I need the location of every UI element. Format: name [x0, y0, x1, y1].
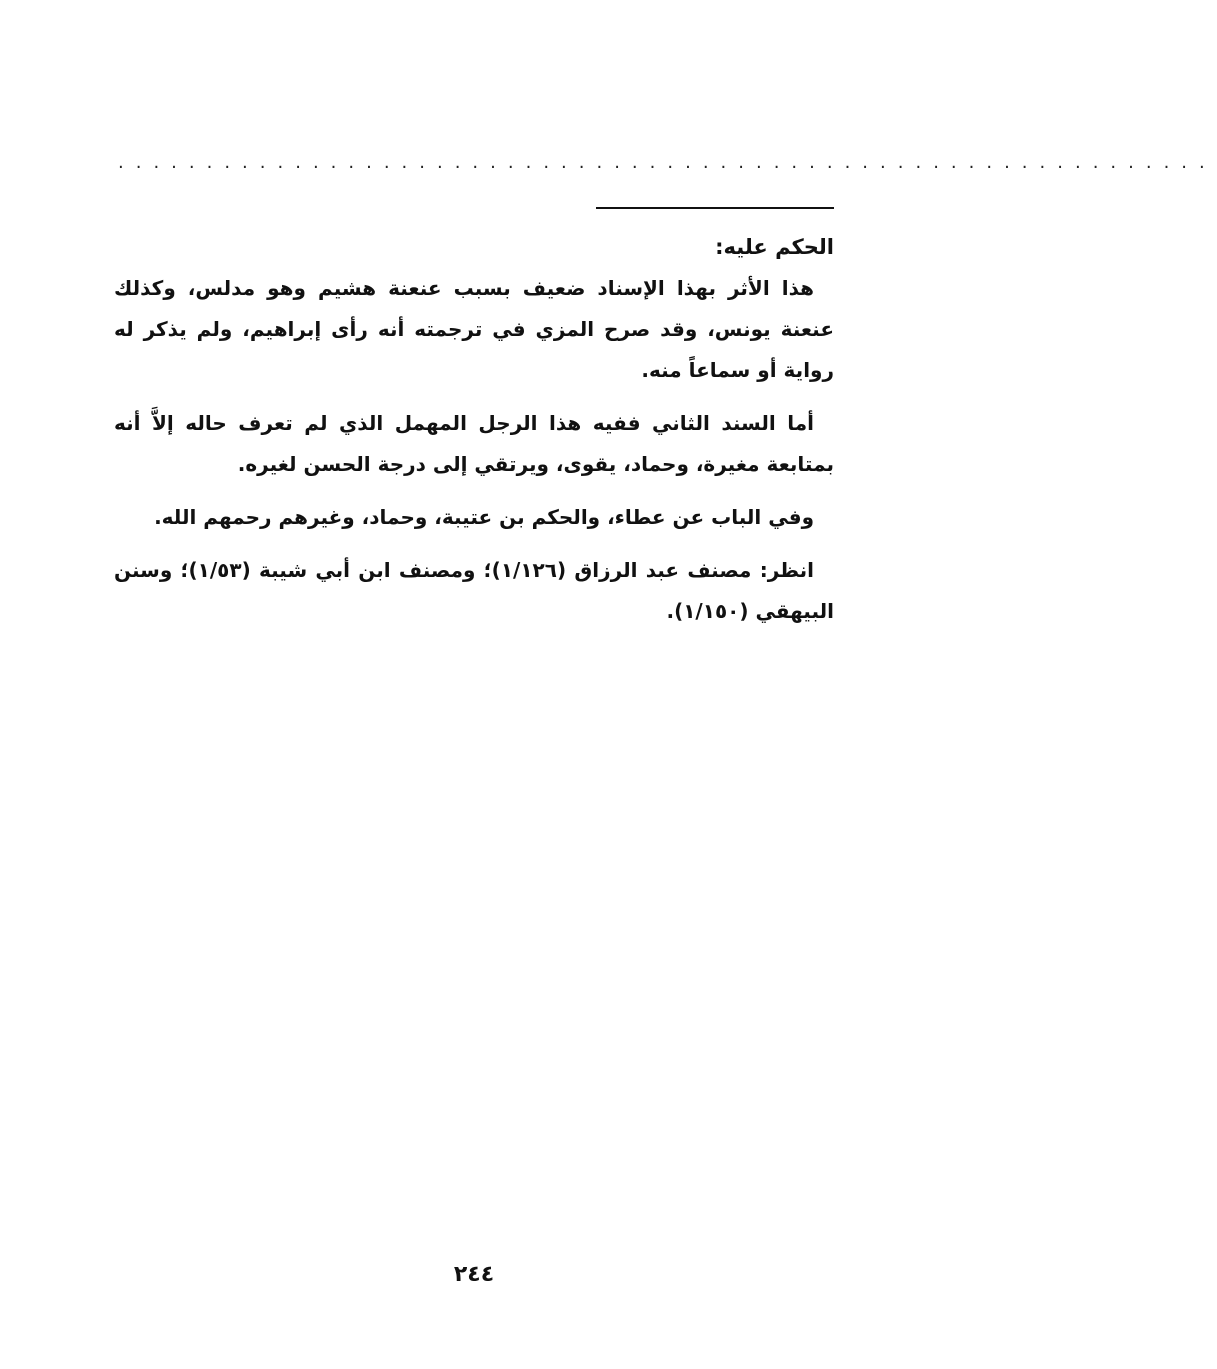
references-paragraph: انظر: مصنف عبد الرزاق (١/١٢٦)؛ ومصنف ابن أبي شيبة (١/٥٣)؛ وسنن البيهقي (١/١٥٠).	[114, 558, 834, 623]
main-text	[114, 232, 834, 644]
short-separator-line	[596, 207, 834, 209]
paragraph: أما السند الثاني ففيه هذا الرجل المهمل الذي لم تعرف حاله إلاَّ أنه بمتابعة مغيرة، وحماد، يقوى، ويرتقي إلى درجة الحسن لغيره.	[114, 411, 834, 476]
section-heading: الحكم عليه:	[715, 235, 834, 259]
paragraph: هذا الأثر بهذا الإسناد ضعيف بسبب عنعنة هشيم وهو مدلس، وكذلك عنعنة يونس، وقد صرح المزي في ترجمته أنه رأى إبراهيم، ولم يذكر له رواية أو سماعاً منه.	[114, 276, 834, 382]
paragraph: وفي الباب عن عطاء، والحكم بن عتيبة، وحماد، وغيرهم رحمهم الله.	[154, 505, 814, 529]
dotted-separator: ..............................................................	[118, 152, 1217, 173]
page-number: ٢٤٤	[453, 1262, 495, 1287]
